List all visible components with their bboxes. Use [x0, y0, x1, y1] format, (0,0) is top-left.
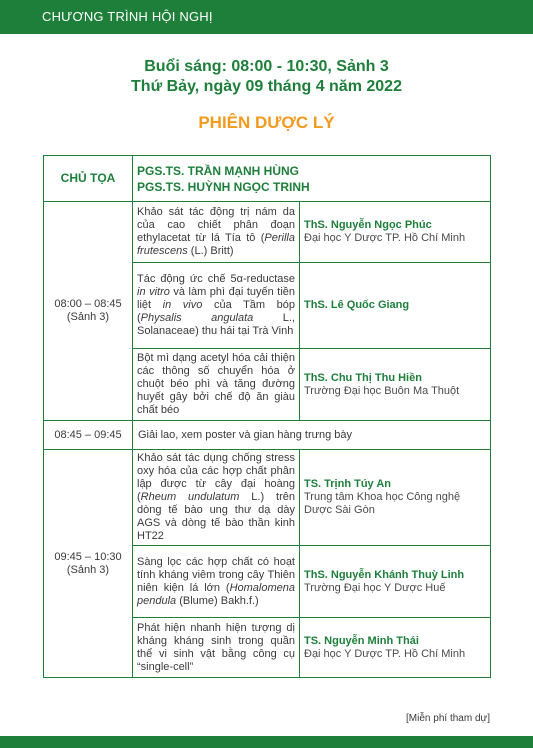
talk-speaker [300, 349, 491, 421]
chair-name: PGS.TS. TRẦN MẠNH HÙNG [137, 163, 299, 178]
speaker-affiliation: Trung tâm Khoa học Công nghệ Dược Sài Gòn [304, 491, 461, 516]
talk-topic: Sàng lọc các hợp chất có hoạt tính kháng viêm trong cây Thiên niên kiện lá lớn (Homalomena pendula (Blume) Bakh.f.) [133, 546, 300, 618]
talk-topic: Khảo sát tác dụng chống stress oxy hóa của các hợp chất phân lập được từ cây đại hoàng (Rheum undulatum L.) trên dòng tế bào ung thư dạ dày AGS và dòng tế bào thần kinh HT22 [133, 450, 300, 546]
talk-speaker [300, 450, 491, 546]
schedule-time-heading: Buổi sáng: 08:00 - 10:30, Sảnh 3 [144, 58, 389, 75]
speaker-name: ThS. Chu Thị Thu Hiền [304, 371, 422, 384]
time-slot [44, 450, 133, 678]
chair-names [133, 156, 491, 202]
header-banner [0, 0, 533, 34]
talk-row [44, 450, 491, 546]
speaker-affiliation: Trường Đại học Y Dược Huế [304, 581, 446, 594]
banner-title: CHƯƠNG TRÌNH HỘI NGHỊ [42, 9, 213, 24]
talk-speaker [300, 618, 491, 678]
talk-speaker [300, 202, 491, 263]
talk-row [44, 202, 491, 263]
talk-speaker [300, 546, 491, 618]
footer-bar [0, 736, 533, 748]
talk-speaker [300, 263, 491, 349]
chair-row [44, 156, 491, 202]
speaker-name: ThS. Nguyễn Khánh Thuỳ Linh [304, 568, 465, 581]
room-label: (Sảnh 3) [66, 311, 110, 323]
speaker-name: ThS. Lê Quốc Giang [304, 299, 410, 311]
time-range: 08:00 – 08:45 [54, 298, 122, 310]
speaker-name: ThS. Nguyễn Ngọc Phúc [304, 219, 432, 231]
room-label: (Sảnh 3) [66, 563, 110, 576]
speaker-name: TS. Nguyễn Minh Thái [304, 634, 419, 647]
talk-topic: Bột mì dạng acetyl hóa cải thiện các thông số chuyển hóa ở chuột béo phì và tăng đường huyết gây bởi chế độ ăn giàu chất béo [133, 349, 300, 421]
talk-topic: Tác động ức chế 5α-reductase in vitro và làm phì đại tuyến tiền liệt in vivo của Tầm bóp (Physalis angulata L., Solanaceae) thu hái tại Trà Vinh [133, 263, 300, 349]
chair-label: CHỦ TỌA [44, 156, 133, 202]
free-admission-note: [Miễn phí tham dự] [406, 713, 490, 724]
break-text: Giải lao, xem poster và gian hàng trưng bày [133, 421, 491, 450]
session-title: PHIÊN DƯỢC LÝ [198, 113, 335, 132]
speaker-affiliation: Đại học Y Dược TP. Hồ Chí Minh [304, 647, 466, 660]
chair-name: PGS.TS. HUỲNH NGỌC TRINH [137, 179, 310, 194]
break-time: 08:45 – 09:45 [44, 421, 133, 450]
schedule-date-heading: Thứ Bảy, ngày 09 tháng 4 năm 2022 [131, 78, 402, 95]
speaker-affiliation: Trường Đại học Buôn Ma Thuột [304, 384, 460, 397]
speaker-affiliation: Đại học Y Dược TP. Hồ Chí Minh [304, 232, 466, 244]
program-table [43, 155, 491, 678]
time-range: 09:45 – 10:30 [54, 550, 122, 563]
talk-topic: Khảo sát tác động trị nám da của cao chiết phân đoạn ethylacetat từ lá Tía tô (Perilla frutescens (L.) Britt) [133, 202, 300, 263]
speaker-name: TS. Trịnh Túy An [304, 478, 391, 490]
talk-topic: Phát hiện nhanh hiện tượng dị kháng kháng sinh trong quần thể vi sinh vật bằng công cụ “single-cell” [133, 618, 300, 678]
break-row [44, 421, 491, 450]
time-slot [44, 202, 133, 421]
